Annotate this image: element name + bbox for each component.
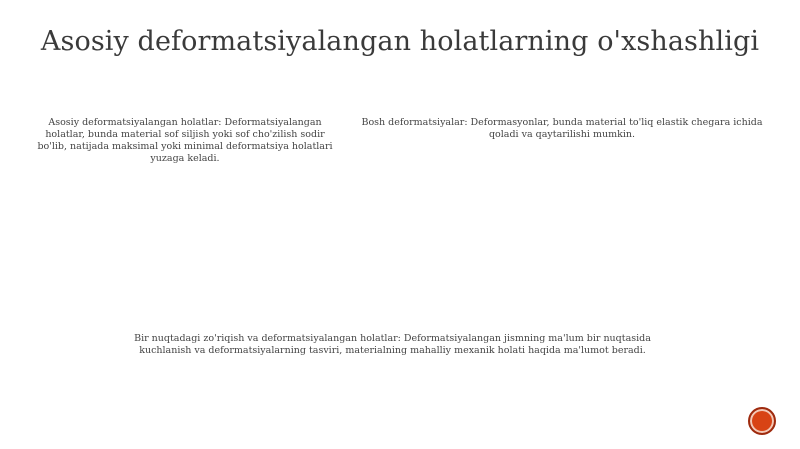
text-block-point-stress-state: Bir nuqtadagi zo'riqish va deformatsiyalangan holatlar: Deformatsiyalangan jismning ma'lum bir nuqtasida kuchlanish va deformatsiyalarning tasviri, materialning mahalliy mexanik holati haqida ma'lumot beradi.: [134, 333, 651, 356]
text-block-main-deformed-states: Asosiy deformatsiyalangan holatlar: Deformatsiyalangan holatlar, bunda material sof siljish yoki sof cho'zilish sodir bo'lib, natijada maksimal yoki minimal deformatsiya holatlari yuzaga keladi.: [37, 117, 333, 164]
slide-nav-button[interactable]: [748, 407, 776, 435]
slide-title: Asosiy deformatsiyalangan holatlarning o'xshashligi: [40, 26, 760, 57]
text-block-principal-deformations: Bosh deformatsiyalar: Deformasyonlar, bunda material to'liq elastik chegara ichida qoladi va qaytarilishi mumkin.: [361, 117, 763, 140]
